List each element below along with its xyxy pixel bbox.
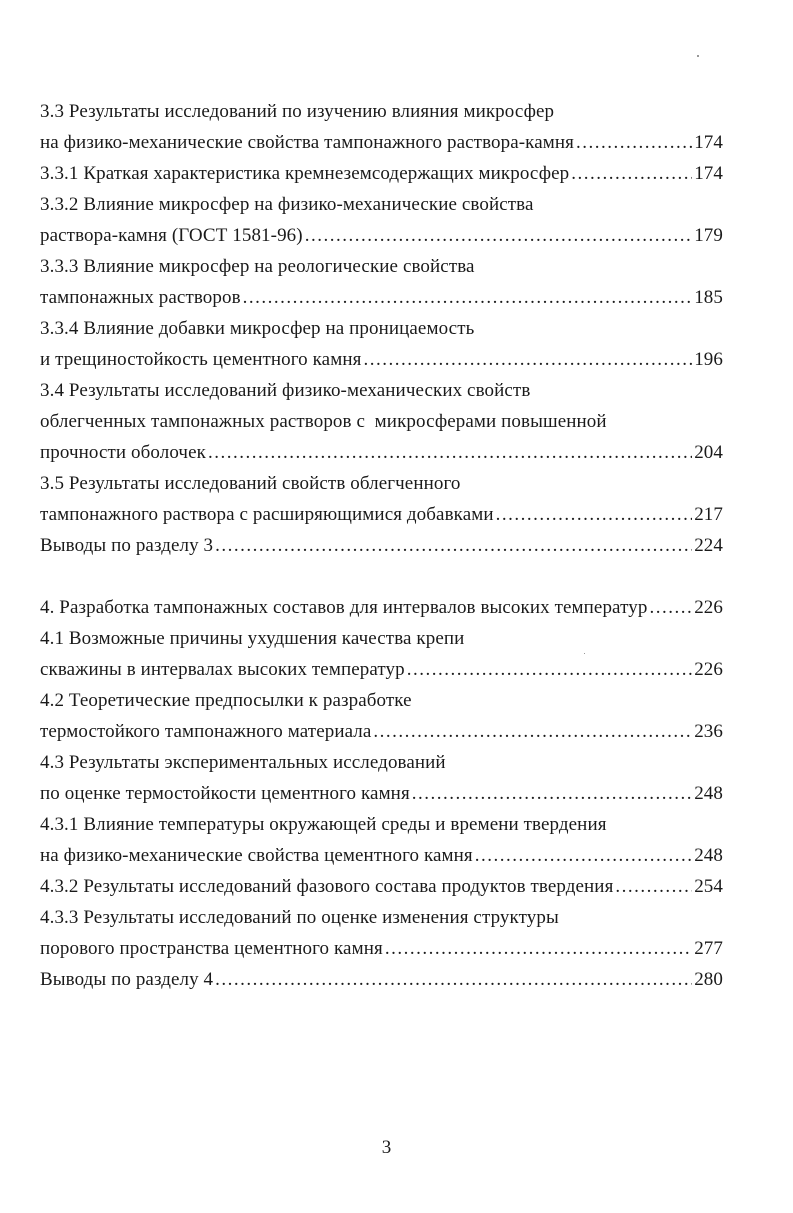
toc-entry-conclusions-4[interactable] (40, 964, 723, 995)
toc-entry-text: 4.3.3 Результаты исследований по оценке изменения структуры (40, 907, 559, 928)
toc-page-number: 224 (694, 535, 723, 556)
toc-page-number: 204 (694, 442, 723, 463)
toc-entry-text: 4.1 Возможные причины ухудшения качества крепи (40, 628, 465, 649)
toc-page-number: 226 (694, 659, 723, 680)
toc-entry-4-1[interactable] (40, 654, 723, 685)
toc-entry-text: 3.5 Результаты исследований свойств облегченного (40, 473, 461, 494)
toc-page-number: 174 (694, 163, 723, 184)
dot-leader (363, 344, 692, 375)
dot-leader (305, 220, 692, 251)
dot-leader (215, 530, 692, 561)
toc-entry-3-3-3-title (40, 251, 723, 282)
toc-entry-4-2-title (40, 685, 723, 716)
dot-leader (373, 716, 692, 747)
dot-leader (215, 964, 692, 995)
toc-page-number: 179 (694, 225, 723, 246)
toc-entry-text: прочности оболочек (40, 442, 206, 463)
dot-leader (576, 127, 692, 158)
toc-entry-3-3-1[interactable] (40, 158, 723, 189)
toc-entry-3-4-title-cont (40, 406, 723, 437)
dot-leader (475, 840, 692, 871)
toc-page-number: 217 (694, 504, 723, 525)
toc-entry-text: 4.2 Теоретические предпосылки к разработке (40, 690, 412, 711)
toc-entry-conclusions-3[interactable] (40, 530, 723, 561)
toc-entry-text: 3.3.3 Влияние микросфер на реологические свойства (40, 256, 475, 277)
dot-leader (407, 654, 692, 685)
toc-entry-4-3-1-title (40, 809, 723, 840)
toc-entry-4-3-2[interactable] (40, 871, 723, 902)
dot-leader (208, 437, 692, 468)
toc-entry-text: 4.3.2 Результаты исследований фазового состава продуктов твердения (40, 876, 614, 897)
toc-entry-4-3-3-title (40, 902, 723, 933)
toc-entry-text: тампонажного раствора с расширяющимися добавками (40, 504, 494, 525)
toc-entry-3-3[interactable] (40, 127, 723, 158)
toc-entry-4-1-title (40, 623, 723, 654)
toc-entry-text: 4. Разработка тампонажных составов для интервалов высоких температур (40, 597, 648, 618)
toc-entry-text: 3.3.1 Краткая характеристика кремнеземсодержащих микросфер (40, 163, 570, 184)
toc-entry-text: и трещиностойкость цементного камня (40, 349, 362, 370)
toc-page-number: 248 (694, 845, 723, 866)
toc-entry-text: скважины в интервалах высоких температур (40, 659, 405, 680)
dot-leader (615, 871, 692, 902)
toc-entry-3-3-title (40, 96, 723, 127)
toc-entry-3-3-2-title (40, 189, 723, 220)
dot-leader (385, 933, 692, 964)
toc-entry-4-2[interactable] (40, 716, 723, 747)
toc-entry-4-3-3[interactable] (40, 933, 723, 964)
dot-leader (571, 158, 692, 189)
toc-entry-3-3-2[interactable] (40, 220, 723, 251)
toc-entry-3-5-title (40, 468, 723, 499)
dot-leader (412, 778, 692, 809)
toc-entry-text: 3.3.4 Влияние добавки микросфер на проницаемость (40, 318, 475, 339)
toc-entry-4-3[interactable] (40, 778, 723, 809)
toc-entry-3-4-title (40, 375, 723, 406)
toc-entry-3-3-3[interactable] (40, 282, 723, 313)
toc-entry-text: облегченных тампонажных растворов с микросферами повышенной (40, 411, 607, 432)
toc-entry-text: раствора-камня (ГОСТ 1581-96) (40, 225, 303, 246)
toc-page-number: 226 (694, 597, 723, 618)
toc-page-number: 254 (694, 876, 723, 897)
table-of-contents (40, 96, 723, 995)
scan-speck (697, 55, 699, 57)
toc-page-number: 277 (694, 938, 723, 959)
dot-leader (496, 499, 693, 530)
toc-page-number: 236 (694, 721, 723, 742)
toc-page-number: 196 (694, 349, 723, 370)
dot-leader (243, 282, 693, 313)
toc-entry-text: порового пространства цементного камня (40, 938, 383, 959)
toc-page-number: 280 (694, 969, 723, 990)
toc-entry-text: 4.3.1 Влияние температуры окружающей среды и времени твердения (40, 814, 607, 835)
section-spacer (40, 561, 723, 592)
page-number: 3 (381, 1137, 392, 1158)
toc-entry-3-3-4-title (40, 313, 723, 344)
dot-leader (649, 592, 692, 623)
toc-entry-text: 3.3.2 Влияние микросфер на физико-механические свойства (40, 194, 534, 215)
toc-entry-3-5[interactable] (40, 499, 723, 530)
toc-entry-text: на физико-механические свойства тампонажного раствора-камня (40, 132, 574, 153)
toc-page-number: 248 (694, 783, 723, 804)
toc-entry-4-3-title (40, 747, 723, 778)
toc-page-number: 174 (694, 132, 723, 153)
toc-entry-text: термостойкого тампонажного материала (40, 721, 372, 742)
toc-entry-text: Выводы по разделу 3 (40, 535, 214, 556)
toc-entry-text: 3.4 Результаты исследований физико-механических свойств (40, 380, 531, 401)
toc-entry-text: на физико-механические свойства цементного камня (40, 845, 473, 866)
toc-entry-text: 4.3 Результаты экспериментальных исследований (40, 752, 446, 773)
toc-entry-text: 3.3 Результаты исследований по изучению влияния микросфер (40, 101, 555, 122)
toc-entry-text: по оценке термостойкости цементного камня (40, 783, 410, 804)
toc-entry-text: тампонажных растворов (40, 287, 241, 308)
toc-entry-3-3-4[interactable] (40, 344, 723, 375)
toc-entry-4-3-1[interactable] (40, 840, 723, 871)
toc-entry-text: Выводы по разделу 4 (40, 969, 214, 990)
toc-entry-3-4[interactable] (40, 437, 723, 468)
toc-page-number: 185 (694, 287, 723, 308)
toc-entry-4[interactable] (40, 592, 723, 623)
